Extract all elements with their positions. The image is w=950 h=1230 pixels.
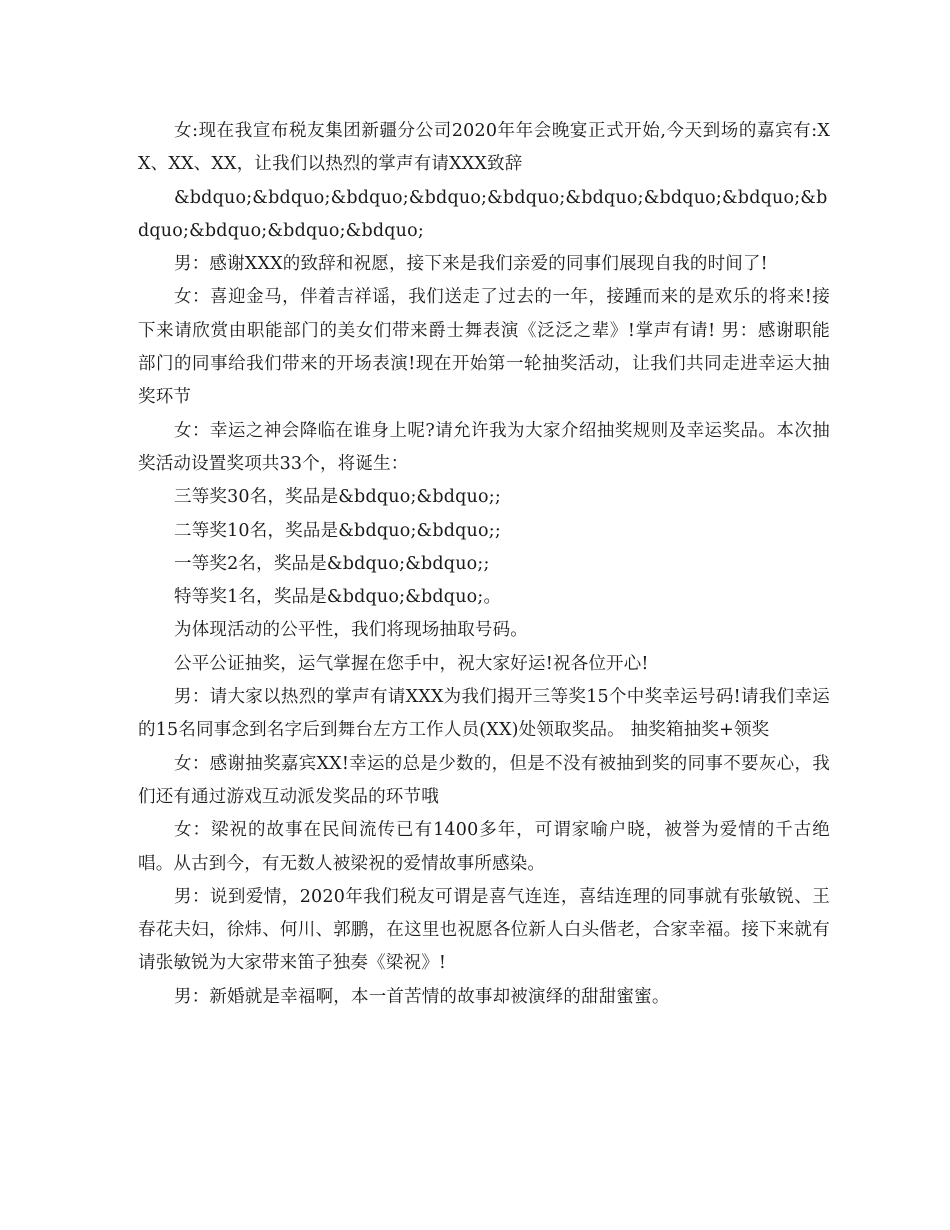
paragraph-second-prize: 二等奖10名，奖品是&bdquo;&bdquo;; <box>174 520 501 541</box>
document-body <box>138 115 830 1014</box>
paragraph-third-prize-draw: 男：请大家以热烈的掌声有请XXX为我们揭开三等奖15个中奖幸运号码!请我们幸运的15名同事念到名字后到舞台左方工作人员(XX)处领取奖品。 抽奖箱抽奖+领奖 <box>138 687 830 741</box>
paragraph-dance-performance: 女：喜迎金马，伴着吉祥谣，我们送走了过去的一年，接踵而来的是欢乐的将来!接下来请欣赏由职能部门的美女们带来爵士舞表演《泛泛之辈》!掌声有请! 男：感谢职能部门的同事给我们带来的开场表演!现在开始第一轮抽奖活动，让我们共同走进幸运大抽奖环节 <box>138 287 830 408</box>
paragraph-fairness: 为体现活动的公平性，我们将现场抽取号码。 <box>174 620 528 641</box>
paragraph-lottery-rules: 女：幸运之神会降临在谁身上呢?请允许我为大家介绍抽奖规则及幸运奖品。本次抽奖活动设置奖项共33个，将诞生： <box>138 420 830 474</box>
paragraph-thanks-draw-guest: 女：感谢抽奖嘉宾XX!幸运的总是少数的，但是不没有被抽到奖的同事不要灰心，我们还有通过游戏互动派发奖品的环节哦 <box>138 753 830 807</box>
paragraph-bdquo-placeholder: &bdquo;&bdquo;&bdquo;&bdquo;&bdquo;&bdquo;&bdquo;&bdquo;&bdquo;&bdquo;&bdquo;&bdquo; <box>138 187 828 241</box>
paragraph-good-luck: 公平公证抽奖，运气掌握在您手中，祝大家好运!祝各位开心! <box>174 653 649 674</box>
paragraph-butterfly-lovers-story: 女：梁祝的故事在民间流传已有1400多年，可谓家喻户晓，被誉为爱情的千古绝唱。从古到今，有无数人被梁祝的爱情故事所感染。 <box>138 820 830 874</box>
paragraph-thanks-speech: 男：感谢XXX的致辞和祝愿，接下来是我们亲爱的同事们展现自我的时间了! <box>174 254 768 275</box>
paragraph-newlywed-happiness: 男：新婚就是幸福啊，本一首苦情的故事却被演绎的甜甜蜜蜜。 <box>174 986 670 1007</box>
paragraph-third-prize: 三等奖30名，奖品是&bdquo;&bdquo;; <box>174 487 501 508</box>
paragraph-opening-announcement: 女:现在我宣布税友集团新疆分公司2020年年会晚宴正式开始,今天到场的嘉宾有:XX、XX、XX，让我们以热烈的掌声有请XXX致辞 <box>138 121 830 175</box>
paragraph-grand-prize: 特等奖1名，奖品是&bdquo;&bdquo;。 <box>174 587 502 608</box>
paragraph-newlyweds-flute-solo: 男：说到爱情，2020年我们税友可谓是喜气连连，喜结连理的同事就有张敏锐、王春花夫妇，徐炜、何川、郭鹏，在这里也祝愿各位新人白头偕老，合家幸福。接下来就有请张敏锐为大家带来笛子独奏《梁祝》! <box>138 886 830 974</box>
paragraph-first-prize: 一等奖2名，奖品是&bdquo;&bdquo;; <box>174 553 490 574</box>
